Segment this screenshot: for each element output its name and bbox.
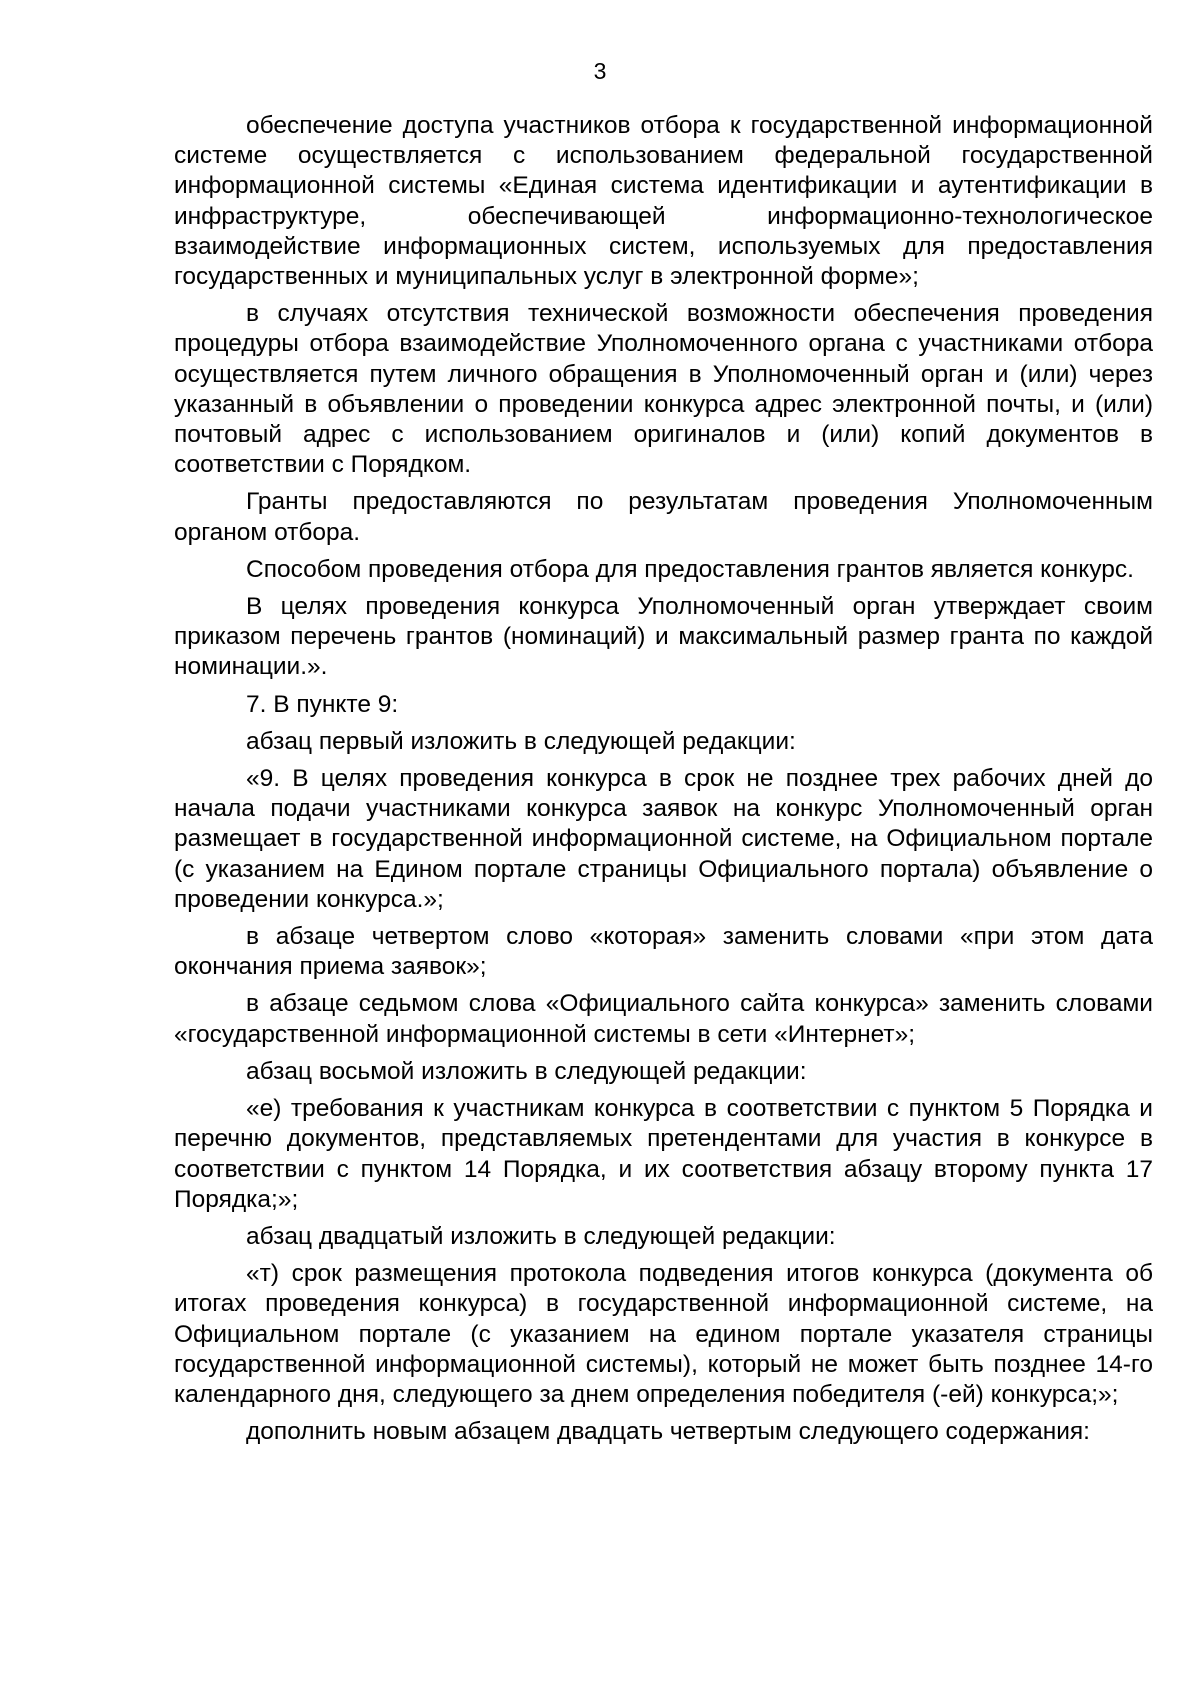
- paragraph-first-abzac-edit: абзац первый изложить в следующей редакции:: [246, 727, 796, 755]
- paragraph-twentieth-abzac-edit: абзац двадцатый изложить в следующей редакции:: [246, 1222, 836, 1250]
- page-number: 3: [593, 58, 607, 84]
- paragraph-seventh-abzac: в абзаце седьмом слова «Официального сайта конкурса» заменить словами «государственной информационной системы в сети «Интернет»;: [174, 990, 1153, 1048]
- paragraph-no-technical-possibility: в случаях отсутствия технической возможности обеспечения проведения процедуры отбора взаимодействие Уполномоченного органа с участниками отбора осуществляется путем личного обращения в Уполномоченный орган и (или) через указанный в объявлении о проведении конкурса адрес электронной почты, и (или) почтовый адрес с использованием оригиналов и (или) копий документов в соответствии с Порядком.: [174, 300, 1153, 479]
- document-body: [174, 111, 1153, 1454]
- paragraph-item-t-protocol: «т) срок размещения протокола подведения итогов конкурса (документа об итогах проведения конкурса) в государственной информационной системе, на Официальном портале (с указанием на едином портале указателя страницы государственной информационной системы), который не может быть позднее 14-го календарного дня, следующего за днем определения победителя (-ей) конкурса;»;: [174, 1260, 1153, 1408]
- paragraph-eighth-abzac-edit: абзац восьмой изложить в следующей редакции:: [246, 1057, 807, 1085]
- paragraph-selection-method: Способом проведения отбора для предоставления грантов является конкурс.: [246, 555, 1134, 583]
- paragraph-nominations-order: В целях проведения конкурса Уполномоченный орган утверждает своим приказом перечень грантов (номинаций) и максимальный размер гранта по каждой номинации.».: [174, 593, 1153, 681]
- paragraph-esia-access: обеспечение доступа участников отбора к государственной информационной системе осуществляется с использованием федеральной государственной информационной системы «Единая система идентификации и аутентификации в инфраструктуре, обеспечивающей информационно-технологическое взаимодействие информационных систем, используемых для предоставления государственных и муниципальных услуг в электронной форме»;: [174, 112, 1153, 291]
- paragraph-add-new-abzac: дополнить новым абзацем двадцать четвертым следующего содержания:: [246, 1418, 1090, 1446]
- paragraph-item-7: 7. В пункте 9:: [246, 690, 399, 718]
- paragraph-item-e-requirements: «е) требования к участникам конкурса в соответствии с пунктом 5 Порядка и перечню документов, представляемых претендентами для участия в конкурсе в соответствии с пунктом 14 Порядка, и их соответствия абзацу второму пункта 17 Порядка;»;: [174, 1095, 1153, 1213]
- paragraph-grants-provided: Гранты предоставляются по результатам проведения Уполномоченным органом отбора.: [174, 488, 1153, 546]
- paragraph-item-9-text: «9. В целях проведения конкурса в срок не позднее трех рабочих дней до начала подачи участниками конкурса заявок на конкурс Уполномоченный орган размещает в государственной информационной системе, на Официальном портале (с указанием на Едином портале страницы Официального портала) объявление о проведении конкурса.»;: [174, 765, 1153, 913]
- paragraph-fourth-abzac: в абзаце четвертом слово «которая» заменить словами «при этом дата окончания приема заявок»;: [174, 923, 1153, 981]
